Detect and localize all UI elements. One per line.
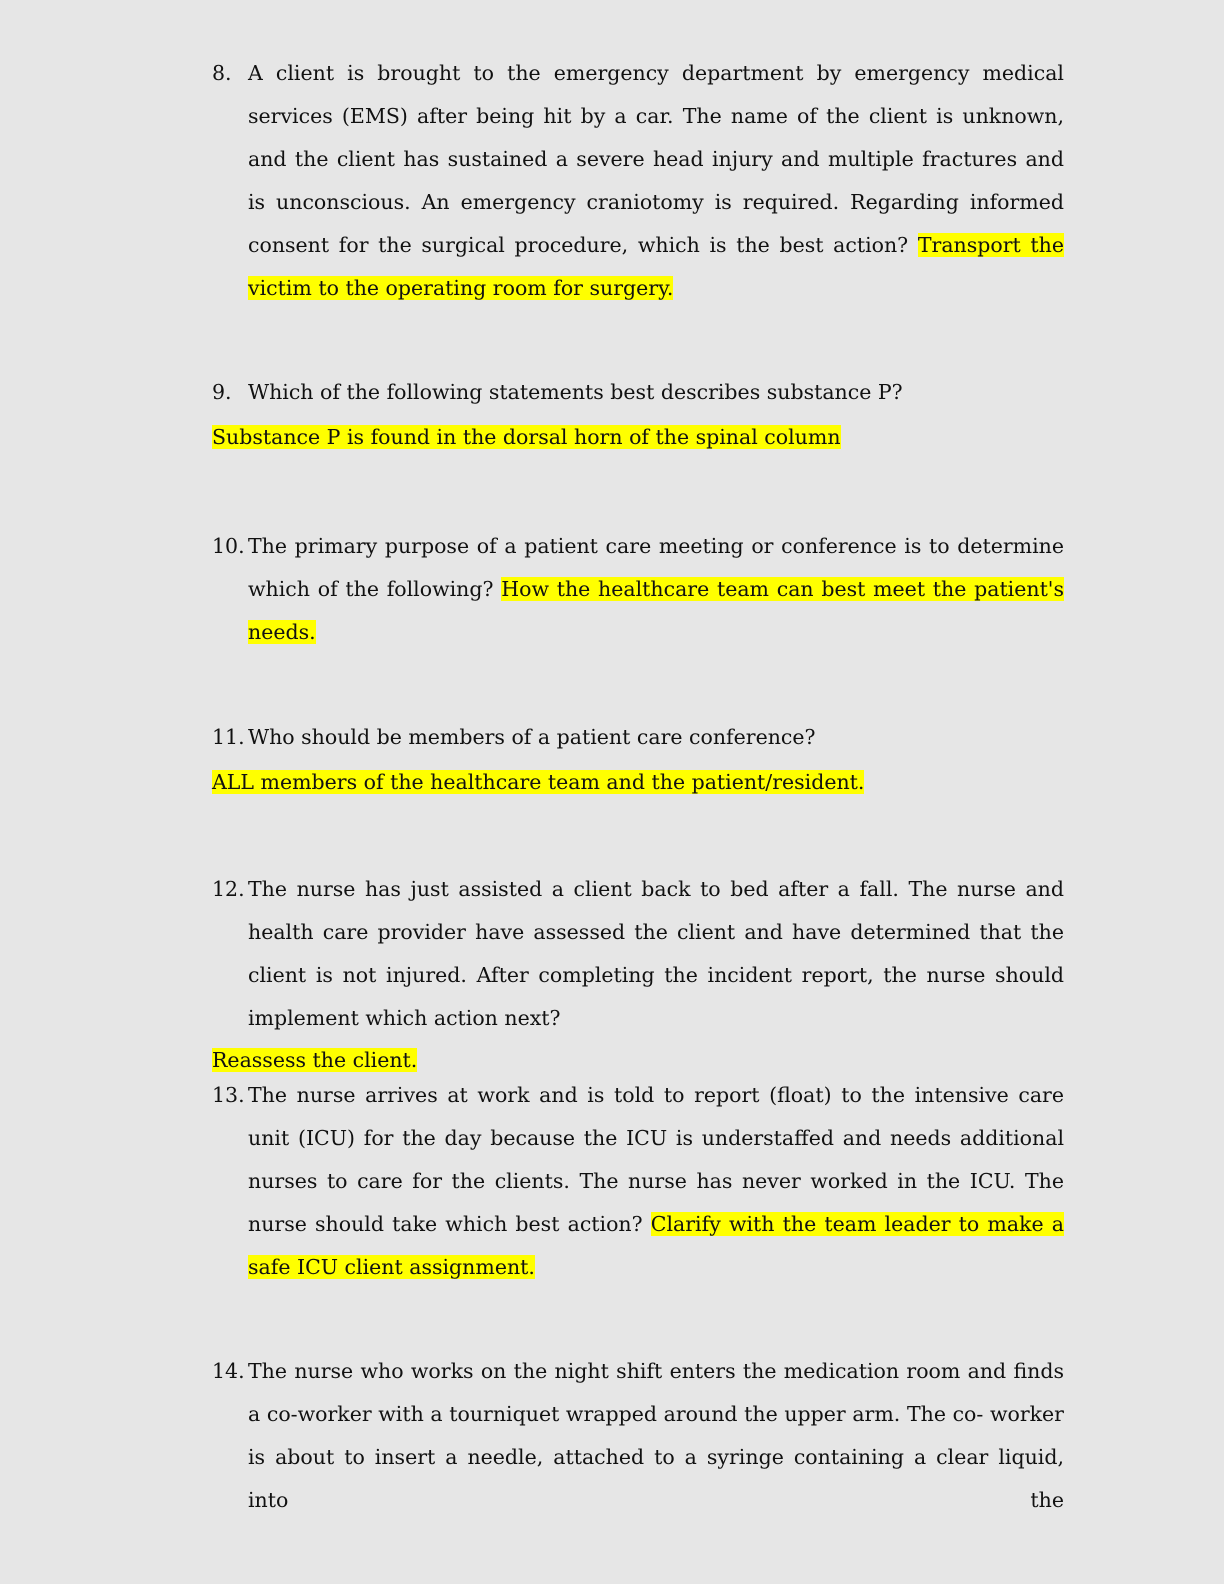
question-number: 8. [212, 61, 232, 85]
question-text: The nurse arrives at work and is told to report (float) to the intensive care unit (ICU) for the day because the ICU is understaffed and needs additional nurses to care for the clients. The nurse has never worked in the ICU. The nurse should take which best action? [248, 1083, 1064, 1236]
question-number: 9. [212, 380, 232, 404]
question-13 [212, 1074, 1064, 1289]
question-number: 11. [212, 725, 245, 749]
question-12 [212, 868, 1064, 1040]
question-text: Which of the following statements best describes substance P? [248, 380, 903, 404]
highlighted-answer: ALL members of the healthcare team and the patient/resident. [212, 770, 865, 794]
highlighted-answer: Substance P is found in the dorsal horn of the spinal column [212, 425, 841, 449]
question-14 [212, 1350, 1064, 1522]
highlighted-answer: How the healthcare team can best meet the patient's needs. [248, 577, 1064, 644]
answer-11 [212, 767, 864, 797]
question-number: 12. [212, 877, 245, 901]
highlighted-answer: Clarify with the team leader to make a safe ICU client assignment. [248, 1212, 1064, 1279]
question-number: 13. [212, 1083, 245, 1107]
highlighted-answer: Transport the victim to the operating room for surgery. [248, 233, 1064, 300]
question-text: A client is brought to the emergency department by emergency medical services (EMS) after being hit by a car. The name of the client is unknown, and the client has sustained a severe head injury and multiple fractures and is unconscious. An emergency craniotomy is required. Regarding informed consent for the surgical procedure, which is the best action? [248, 61, 1064, 257]
question-9 [212, 371, 1064, 414]
answer-12 [212, 1045, 417, 1075]
question-text: The nurse who works on the night shift enters the medication room and finds a co-worker with a tourniquet wrapped around the upper arm. The co- worker is about to insert a needle, attached to a syringe containing a clear liquid, into the [248, 1359, 1064, 1512]
question-text: The primary purpose of a patient care meeting or conference is to determine which of the following? [248, 534, 1064, 601]
question-text: Who should be members of a patient care conference? [248, 725, 816, 749]
question-text: The nurse has just assisted a client back to bed after a fall. The nurse and health care provider have assessed the client and have determined that the client is not injured. After completing the incident report, the nurse should implement which action next? [248, 877, 1064, 1030]
highlighted-answer: Reassess the client. [212, 1048, 418, 1072]
answer-9 [212, 422, 841, 452]
question-11 [212, 716, 1064, 759]
question-8 [212, 52, 1064, 310]
question-10 [212, 525, 1064, 654]
question-number: 10. [212, 534, 245, 558]
question-number: 14. [212, 1359, 245, 1383]
